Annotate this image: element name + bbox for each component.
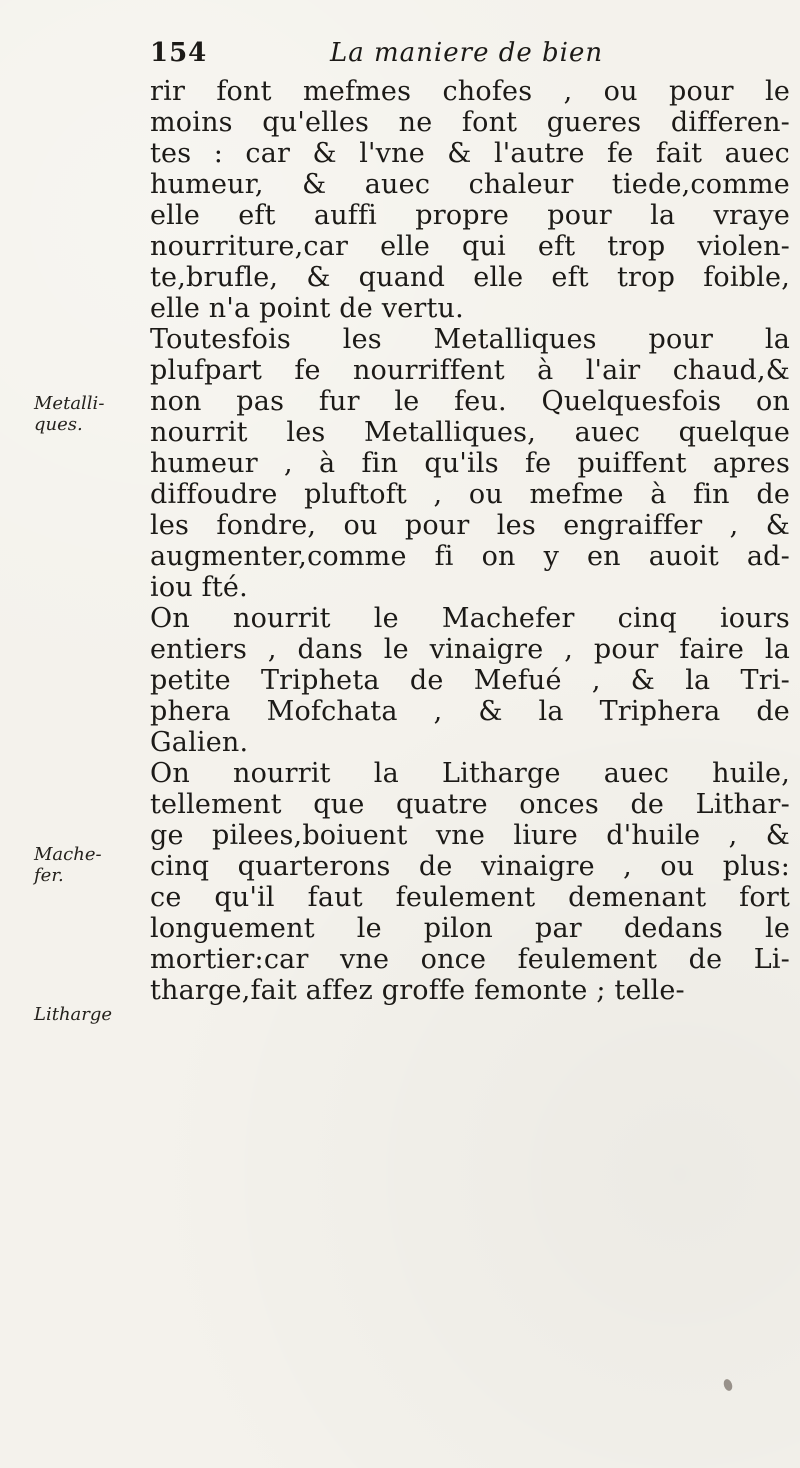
page-header	[150, 40, 740, 80]
body-text	[150, 76, 790, 1006]
text-line: rir font mefmes chofes , ou pour le	[150, 76, 790, 107]
margin-note-metalliques	[34, 393, 134, 435]
text-line: entiers , dans le vinaigre , pour faire la	[150, 634, 790, 665]
text-line: elle n'a point de vertu.	[150, 293, 464, 324]
text-line: iou fté.	[150, 572, 248, 603]
text-line: les fondre, ou pour les engraiffer , &	[150, 510, 790, 541]
text-line: humeur, & auec chaleur tiede,comme	[150, 169, 790, 200]
text-line: tes : car & l'vne & l'autre fe fait auec	[150, 138, 790, 169]
text-line: phera Mofchata , & la Triphera de	[150, 696, 790, 727]
text-line: tellement que quatre onces de Lithar-	[150, 789, 790, 820]
text-line: te,brufle, & quand elle eft trop foible,	[150, 262, 790, 293]
paragraph-2	[150, 324, 790, 603]
paragraph-4	[150, 758, 790, 1006]
text-line: non pas fur le feu. Quelquesfois on	[150, 386, 790, 417]
running-title: La maniere de bien	[330, 38, 604, 68]
text-line: moins qu'elles ne font gueres differen-	[150, 107, 790, 138]
text-line: cinq quarterons de vinaigre , ou plus:	[150, 851, 790, 882]
text-line: On nourrit la Litharge auec huile,	[150, 758, 790, 789]
ink-speck	[722, 1378, 734, 1392]
text-line: plufpart fe nourriffent à l'air chaud,&	[150, 355, 790, 386]
text-line: humeur , à fin qu'ils fe puiffent apres	[150, 448, 790, 479]
text-line: mortier:car vne once feulement de Li-	[150, 944, 790, 975]
page-number: 154	[150, 38, 208, 68]
text-line: longuement le pilon par dedans le	[150, 913, 790, 944]
margin-note-line: fer.	[34, 865, 64, 886]
text-line: nourriture,car elle qui eft trop violen-	[150, 231, 790, 262]
margin-note-machefer	[34, 844, 134, 886]
text-line: nourrit les Metalliques, auec quelque	[150, 417, 790, 448]
margin-note-line: Mache-	[34, 844, 102, 865]
margin-note-line: Litharge	[34, 1004, 113, 1025]
text-line: ce qu'il faut feulement demenant fort	[150, 882, 790, 913]
text-line: Galien.	[150, 727, 249, 758]
margin-note-line: ques.	[34, 414, 83, 435]
text-line: augmenter,comme fi on y en auoit ad-	[150, 541, 790, 572]
text-line: diffoudre pluftoft , ou mefme à fin de	[150, 479, 790, 510]
paragraph-3	[150, 603, 790, 758]
text-line: petite Tripheta de Mefué , & la Tri-	[150, 665, 790, 696]
text-line: tharge,fait affez groffe femonte ; telle-	[150, 975, 685, 1006]
margin-note-line: Metalli-	[34, 393, 105, 414]
text-line: Toutesfois les Metalliques pour la	[150, 324, 790, 355]
text-line: On nourrit le Machefer cinq iours	[150, 603, 790, 634]
text-line: ge pilees,boiuent vne liure d'huile , &	[150, 820, 790, 851]
text-line: elle eft auffi propre pour la vraye	[150, 200, 790, 231]
paragraph-1	[150, 76, 790, 324]
margin-note-litharge	[34, 1004, 134, 1025]
